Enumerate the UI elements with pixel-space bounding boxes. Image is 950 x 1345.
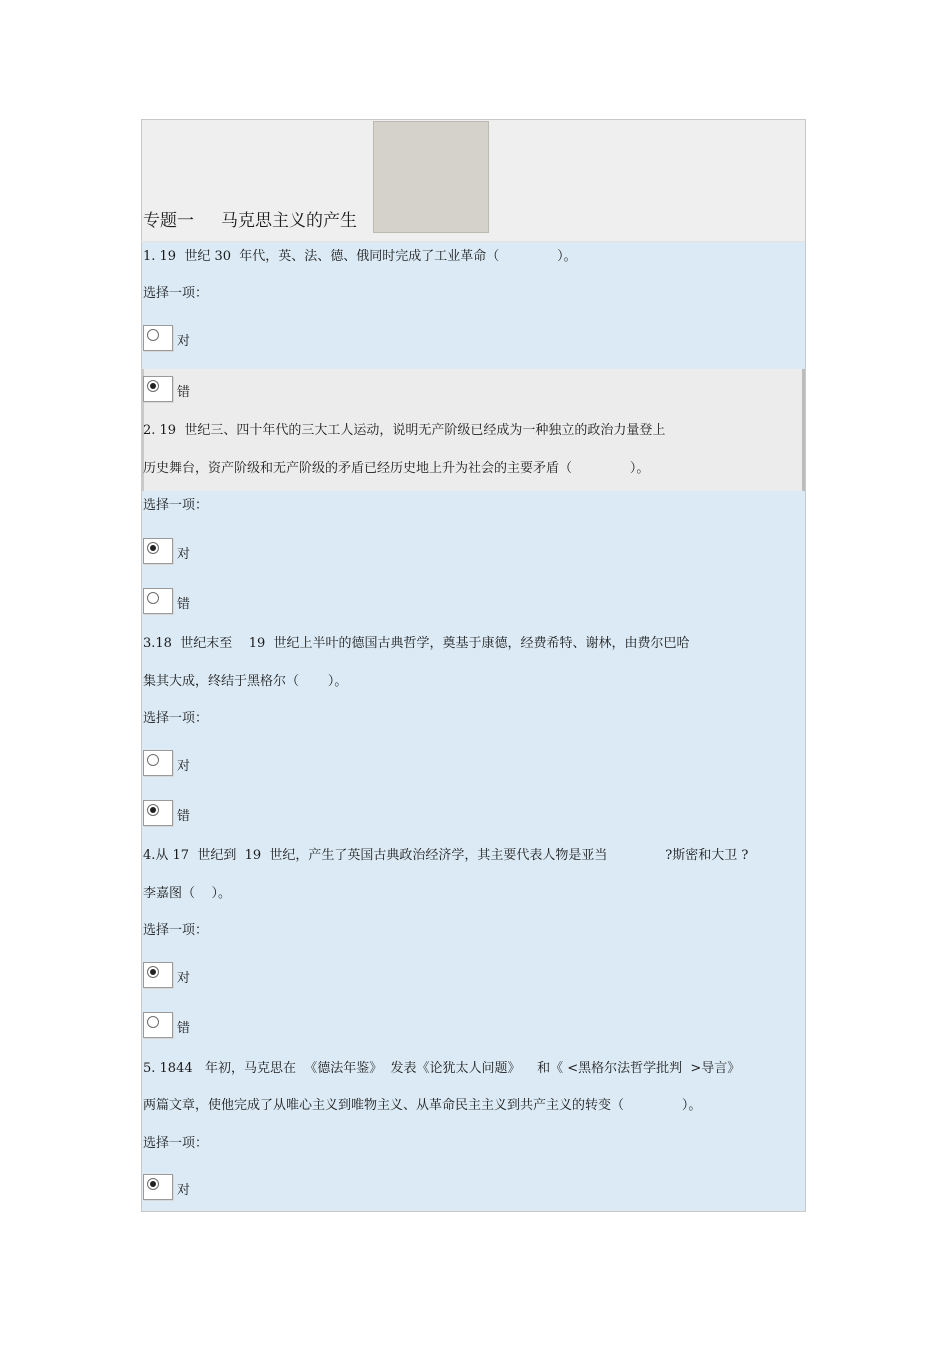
question-2-prompt: 选择一项： xyxy=(143,498,209,513)
question-1-prompt: 选择一项： xyxy=(143,286,209,301)
question-4-text-line-1: 4.从 17 世纪到 19 世纪，产生了英国古典政治经济学，其主要代表人物是亚当 ?斯密和大卫 ? xyxy=(143,848,749,863)
question-2-text-line-1: 2. 19 世纪三、四十年代的三大工人运动，说明无产阶级已经成为一种独立的政治力量登上 xyxy=(143,423,666,438)
question-1-option-false-label: 错 xyxy=(177,385,191,400)
question-3-prompt: 选择一项： xyxy=(143,711,209,726)
question-2-option-true-radio[interactable] xyxy=(143,538,173,564)
question-4-option-true-label: 对 xyxy=(177,971,191,986)
question-3-text-line-1: 3.18 世纪末至 19 世纪上半叶的德国古典哲学，奠基于康德，经费希特、谢林，由费尔巴哈 xyxy=(143,636,690,651)
radio-dot-icon xyxy=(147,592,159,604)
question-3-option-false-label: 错 xyxy=(177,809,191,824)
question-5-option-true-label: 对 xyxy=(177,1183,191,1198)
question-5-option-true-radio[interactable] xyxy=(143,1174,173,1200)
question-1-text: 1. 19 世纪 30 年代，英、法、德、俄同时完成了工业革命（ ）。 xyxy=(143,249,577,264)
question-2-option-true-label: 对 xyxy=(177,547,191,562)
question-4-text-line-2: 李嘉图（ ）。 xyxy=(143,886,232,901)
question-4-option-false-label: 错 xyxy=(177,1021,191,1036)
radio-dot-icon xyxy=(147,329,159,341)
question-4-prompt: 选择一项： xyxy=(143,923,209,938)
question-3-option-true-radio[interactable] xyxy=(143,750,173,776)
question-4-option-true-radio[interactable] xyxy=(143,962,173,988)
scrollbar-edge xyxy=(802,369,805,491)
question-5-text-line-2: 两篇文章，使他完成了从唯心主义到唯物主义、从革命民主主义到共产主义的转变（ ）。 xyxy=(143,1098,702,1113)
image-placeholder xyxy=(373,121,489,233)
radio-dot-icon xyxy=(147,542,159,554)
radio-dot-icon xyxy=(147,754,159,766)
question-1-option-true-label: 对 xyxy=(177,334,191,349)
page-title: 专题一 马克思主义的产生 xyxy=(143,211,358,231)
question-1-option-false-radio[interactable] xyxy=(143,376,173,402)
question-2-option-false-label: 错 xyxy=(177,597,191,612)
quiz-container xyxy=(141,119,806,1212)
radio-dot-icon xyxy=(147,1016,159,1028)
radio-dot-icon xyxy=(147,1178,159,1190)
question-5-prompt: 选择一项： xyxy=(143,1136,209,1151)
radio-dot-icon xyxy=(147,804,159,816)
question-3-text-line-2: 集其大成，终结于黑格尔（ ）。 xyxy=(143,674,348,689)
radio-dot-icon xyxy=(147,966,159,978)
question-2-text-line-2: 历史舞台，资产阶级和无产阶级的矛盾已经历史地上升为社会的主要矛盾（ ）。 xyxy=(143,461,650,476)
question-1-option-true-radio[interactable] xyxy=(143,325,173,351)
radio-dot-icon xyxy=(147,380,159,392)
question-3-option-true-label: 对 xyxy=(177,759,191,774)
question-4-option-false-radio[interactable] xyxy=(143,1012,173,1038)
question-2-option-false-radio[interactable] xyxy=(143,588,173,614)
question-3-option-false-radio[interactable] xyxy=(143,800,173,826)
question-5-text-line-1: 5. 1844 年初，马克思在 《德法年鉴》 发表《论犹太人问题》 和《 <黑格尔法哲学批判 >导言》 xyxy=(143,1061,741,1076)
header-divider xyxy=(141,241,805,242)
